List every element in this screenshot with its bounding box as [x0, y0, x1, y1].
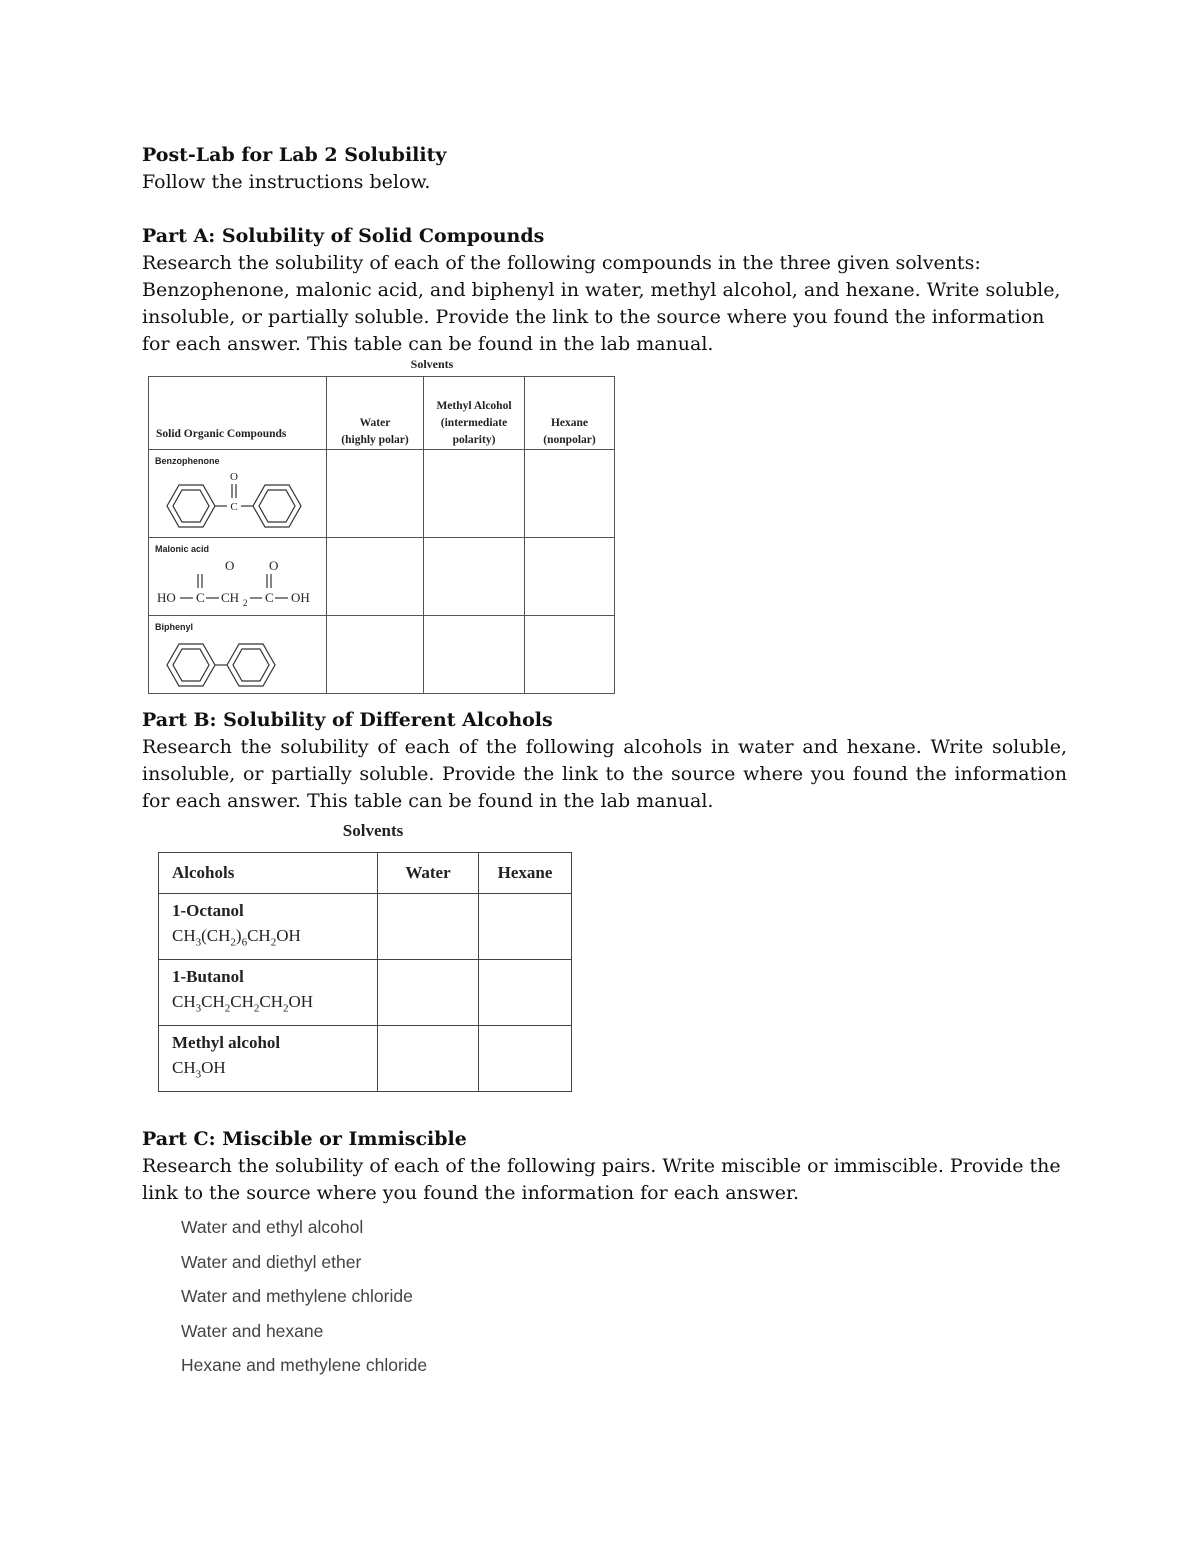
- benzophenone-structure-icon: [149, 466, 319, 530]
- header-hexane: Hexane: [479, 853, 572, 894]
- part-b-heading: Part B: Solubility of Different Alcohols: [142, 709, 553, 731]
- biphenyl-structure-icon: [149, 632, 319, 690]
- answer-cell[interactable]: [525, 616, 615, 694]
- header-compounds: Solid Organic Compounds: [149, 377, 327, 450]
- alcohol-cell-methyl-alcohol: Methyl alcohol $CH_3OH$: [159, 1026, 378, 1092]
- formula: $CH_3CH_2CH_2CH_2OH$: [172, 991, 314, 1015]
- header-alcohols: Alcohols: [159, 853, 378, 894]
- table-row: [149, 616, 615, 694]
- answer-cell[interactable]: [327, 450, 424, 538]
- answer-cell[interactable]: [479, 1026, 572, 1092]
- part-c-section: [142, 1126, 1067, 1207]
- table-b-caption: Solvents: [342, 821, 404, 840]
- header-water: Water: [378, 853, 479, 894]
- answer-cell[interactable]: [378, 1026, 479, 1092]
- table-row: [159, 894, 572, 960]
- header-methyl-alcohol: Methyl Alcohol (intermediate polarity): [424, 377, 525, 450]
- svg-text:C: C: [230, 501, 238, 513]
- document-body: [142, 142, 1067, 358]
- compound-cell-malonic-acid: [149, 538, 327, 616]
- answer-cell[interactable]: [424, 450, 525, 538]
- table-row: [149, 450, 615, 538]
- table-row: [159, 1026, 572, 1092]
- compound-name: Biphenyl: [155, 622, 194, 632]
- header-hexane: Hexane (nonpolar): [525, 377, 615, 450]
- part-b-section: [142, 707, 1067, 815]
- formula: $CH_3(CH_2)_6CH_2OH$: [172, 925, 301, 949]
- compound-name: Benzophenone: [155, 456, 220, 466]
- compound-name: Malonic acid: [155, 544, 210, 554]
- list-item: Water and diethyl ether: [181, 1251, 362, 1272]
- svg-text:2: 2: [243, 598, 248, 608]
- part-b-text: Research the solubility of each of the following alcohols in water and hexane. Write soluble, insoluble, or partially soluble. Provide the link to the source where you found the information for each answer. This table can be found in the lab manual.: [142, 736, 1067, 812]
- list-item: Water and methylene chloride: [181, 1286, 413, 1306]
- svg-text:C: C: [196, 590, 205, 605]
- table-a-caption: Solvents: [410, 357, 454, 371]
- svg-text:C: C: [265, 590, 274, 605]
- alcohol-cell-butanol: 1-Butanol $CH_3CH_2CH_2CH_2OH$: [159, 960, 378, 1026]
- answer-cell[interactable]: [525, 538, 615, 616]
- answer-cell[interactable]: [479, 894, 572, 960]
- formula: $CH_3OH$: [172, 1057, 226, 1081]
- compound-cell-benzophenone: [149, 450, 327, 538]
- answer-cell[interactable]: [424, 616, 525, 694]
- malonic-acid-structure-icon: [149, 554, 319, 612]
- compound-cell-biphenyl: [149, 616, 327, 694]
- svg-text:CH: CH: [221, 590, 240, 605]
- svg-text:O: O: [269, 558, 279, 573]
- alcohols-table: [158, 818, 573, 1092]
- part-a-text: Research the solubility of each of the following compounds in the three given solvents: Benzophenone, malonic acid, and biphenyl in water, methyl alcohol, and hexane. Write soluble, insoluble, or partially soluble. Provide the link to the source where you found the information for each answer. This table can be found in the lab manual.: [142, 252, 1061, 355]
- table-row: [159, 960, 572, 1026]
- answer-cell[interactable]: [378, 960, 479, 1026]
- solid-compounds-table: [148, 356, 616, 694]
- answer-cell[interactable]: [424, 538, 525, 616]
- table-header-row: [149, 377, 615, 450]
- list-item: Hexane and methylene chloride: [181, 1355, 428, 1375]
- pairs-list: [181, 1212, 427, 1385]
- svg-text:HO: HO: [157, 590, 176, 605]
- answer-cell[interactable]: [525, 450, 615, 538]
- answer-cell[interactable]: [327, 538, 424, 616]
- part-c-heading: Part C: Miscible or Immiscible: [142, 1128, 467, 1150]
- part-a-heading: Part A: Solubility of Solid Compounds: [142, 225, 545, 247]
- table-header-row: [159, 853, 572, 894]
- svg-text:O: O: [230, 471, 238, 483]
- svg-text:OH: OH: [291, 590, 310, 605]
- header-water: Water (highly polar): [327, 377, 424, 450]
- answer-cell[interactable]: [479, 960, 572, 1026]
- answer-cell[interactable]: [327, 616, 424, 694]
- answer-cell[interactable]: [378, 894, 479, 960]
- list-item: Water and ethyl alcohol: [181, 1217, 364, 1237]
- svg-text:O: O: [225, 558, 235, 573]
- table-row: [149, 538, 615, 616]
- page-title: Post-Lab for Lab 2 Solubility: [142, 144, 447, 166]
- alcohol-cell-octanol: 1-Octanol $CH_3(CH_2)_6CH_2OH$: [159, 894, 378, 960]
- list-item: Water and hexane: [181, 1320, 324, 1341]
- part-c-text: Research the solubility of each of the following pairs. Write miscible or immiscible. Provide the link to the source where you found the information for each answer.: [142, 1155, 1061, 1204]
- intro-text: Follow the instructions below.: [142, 171, 431, 193]
